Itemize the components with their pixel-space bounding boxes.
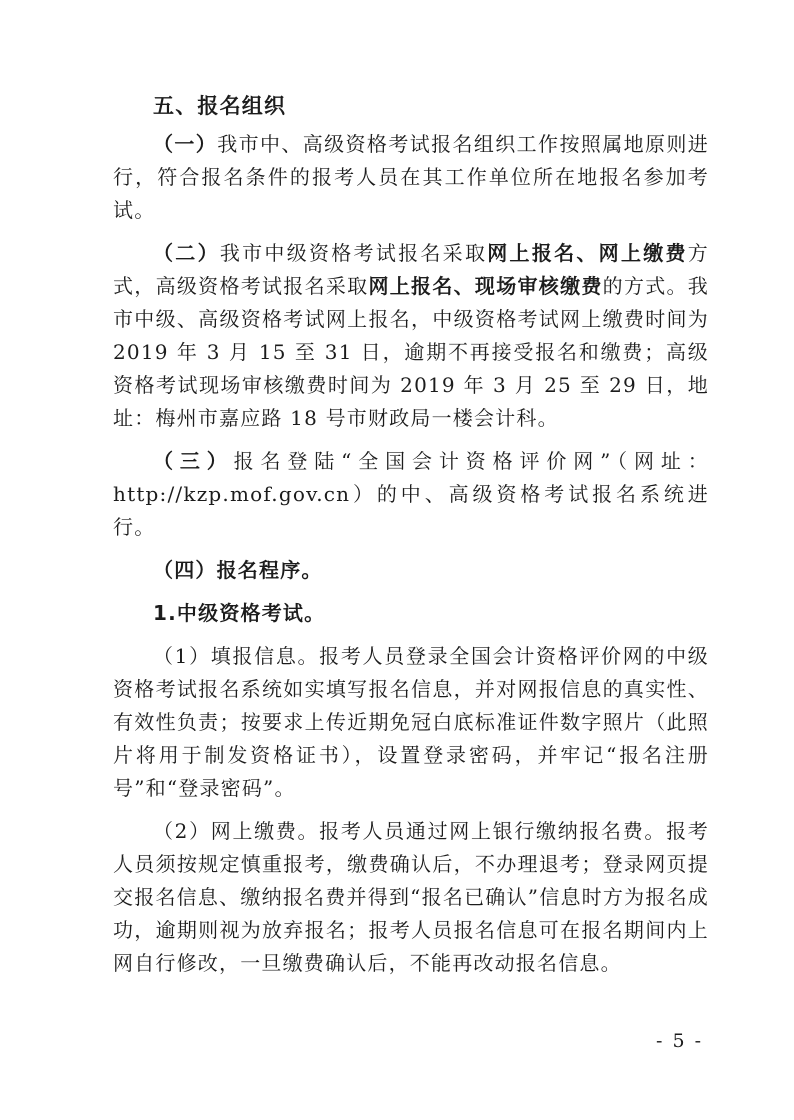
- paragraph-1-text: 我市中、高级资格考试报名组织工作按照属地原则进行，符合报名条件的报考人员在其工作单位所在地报名参加考试。: [113, 132, 709, 222]
- paragraph-2: [113, 237, 709, 435]
- subheading-intermediate-exam: 1.中级资格考试。: [153, 601, 326, 625]
- subheading-registration-procedure: （四）报名程序。: [153, 558, 323, 582]
- paragraph-3-text: 报名登陆“全国会计资格评价网”（网址：http://kzp.mof.gov.cn）的中、高级资格考试报名系统进行。: [113, 449, 709, 539]
- page-number: - 5 -: [656, 1030, 704, 1052]
- paragraph-online-payment: （2）网上缴费。报考人员通过网上银行缴纳报名费。报考人员须按规定慎重报考，缴费确认后，不办理退考；登录网页提交报名信息、缴纳报名费并得到“报名已确认”信息时方为报名成功，逾期则视为放弃报名；报考人员报名信息可在报名期间内上网自行修改，一旦缴费确认后，不能再改动报名信息。: [113, 819, 709, 975]
- paragraph-3-lead: （三）: [153, 449, 234, 473]
- paragraph-2-bold-1: 网上报名、网上缴费: [487, 241, 688, 265]
- paragraph-2-text-1: 我市中级资格考试报名采取: [219, 241, 488, 265]
- paragraph-2-text-3: 的方式。我市中级、高级资格考试网上报名，中级资格考试网上缴费时间为 2019 年 3 月 15 至 31 日，逾期不再接受报名和缴费；高级资格考试现场审核缴费时间为 2019 年 3 月 25 至 29 日，地址：梅州市嘉应路 18 号市财政局一楼会计科。: [113, 274, 710, 430]
- paragraph-fill-info: （1）填报信息。报考人员登录全国会计资格评价网的中级资格考试报名系统如实填写报名信息，并对网报信息的真实性、有效性负责；按要求上传近期免冠白底标准证件数字照片（此照片将用于制发资格证书），设置登录密码，并牢记“报名注册号”和“登录密码”。: [113, 644, 709, 800]
- section-heading: 五、报名组织: [153, 94, 287, 118]
- paragraph-2-text-2: 方式，高级资格考试报名采取: [113, 241, 709, 298]
- paragraph-1: [113, 128, 709, 227]
- paragraph-2-bold-2: 网上报名、现场审核缴费: [368, 274, 603, 298]
- paragraph-2-lead: （二）: [153, 241, 220, 265]
- paragraph-3: [113, 445, 709, 544]
- document-body: [113, 88, 709, 990]
- paragraph-1-lead: （一）: [153, 132, 218, 156]
